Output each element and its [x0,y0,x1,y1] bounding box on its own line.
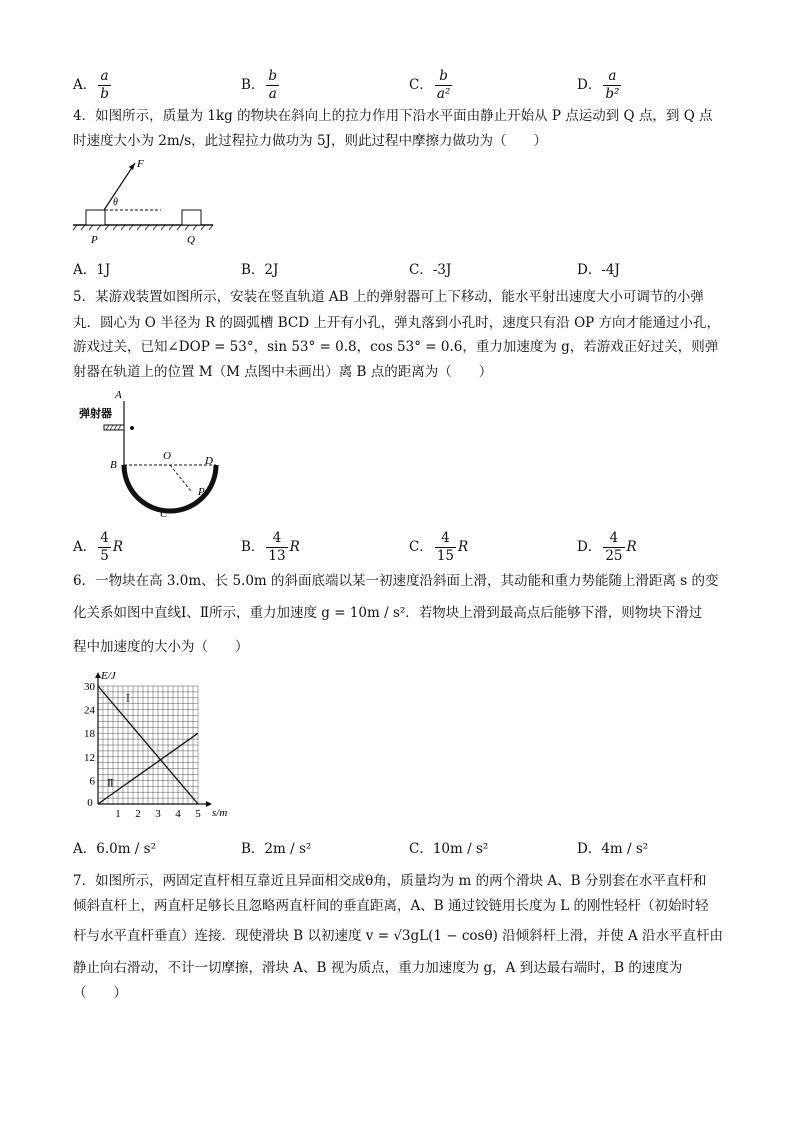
q6-stem-line3: 程中加速度的大小为（ ） [73,639,249,655]
fraction [603,530,624,565]
label-c: C [160,508,168,520]
launcher [104,425,124,430]
dashed-op [170,465,195,496]
numerator: 4 [100,530,109,546]
fraction [435,68,452,103]
q3-option-a [73,68,113,103]
numerator: 4 [266,530,287,548]
y-tick-label: 18 [84,728,95,741]
denominator: a [268,86,277,102]
q5-stem-line4: 射器在轨道上的位置 M（M 点图中未画出）离 B 点的距离为（ ） [73,364,493,380]
q3-option-c [409,68,454,103]
y-axis-label: E/J [101,670,116,682]
unit: R [626,539,637,555]
denominator: 5 [100,548,109,564]
block-at-p [86,210,105,225]
pellet [130,426,134,430]
fraction [435,530,456,565]
q5-option-b [241,530,300,565]
fraction [98,68,111,103]
force-arrow [104,163,135,210]
x-tick-label: 1 [115,808,121,820]
fraction [266,530,287,565]
q5-stem-line3: 游戏过关，已知∠DOP = 53°，sin 53° = 0.8，cos 53° = 0.6，重力加速度为 g，若游戏正好过关，则弹 [73,339,719,355]
denominator: b [100,86,109,102]
option-label: A． [73,539,97,555]
q4-stem-line2: 时速度大小为 2m/s，此过程拉力做功为 5J，则此过程中摩擦力做功为（ ） [73,133,547,149]
q5-option-c [409,530,468,565]
q4-option-c: C．-3J [409,262,452,278]
y-tick-label: 30 [84,681,95,693]
q3-option-d [577,68,623,103]
q7-stem-line1: 7．如图所示，两固定直杆相互靠近且异面相交成θ角，质量均为 m 的两个滑块 A、B 分别套在水平直杆和 [73,873,707,889]
label-launcher: 弹射器 [79,408,112,420]
unit: R [112,539,124,555]
q5-option-a [73,530,123,565]
q4-option-a: A．1J [73,262,111,278]
denominator: 13 [268,548,286,564]
x-tick-label: 5 [195,808,201,820]
q7-stem-line4: 静止向右滑动，不计一切摩擦，滑块 A、B 视为质点，重力加速度为 g，A 到达最右端时，B 的速度为 [73,960,683,976]
label-b: B [110,459,117,471]
label-d: D [205,455,213,467]
unit: R [458,539,469,555]
series-label: Ⅱ [107,778,114,790]
x-tick-label: 3 [155,808,161,820]
q5-stem-line2: 丸．圆心为 O 半径为 R 的圆弧槽 BCD 上开有小孔，弹丸落到小孔时，速度只有沿 OP 方向才能通过小孔， [73,315,721,331]
numerator: b [268,68,278,84]
q5-figure [75,385,225,520]
q7-stem-line2: 倾斜直杆上，两直杆足够长且忽略两直杆间的垂直距离，A、B 通过铰链用长度为 L 的刚性轻杆（初始时轻 [73,898,709,914]
label-theta: θ [113,197,118,208]
arrow-head [129,163,135,170]
option-label: B． [241,77,265,93]
x-tick-label: 0 [87,797,93,809]
x-tick-label: 4 [175,808,181,820]
numerator: a [603,68,621,86]
option-label: D． [577,539,602,555]
label-q: Q [187,234,195,246]
q6-stem-line1: 6．一物块在高 3.0m、长 5.0m 的斜面底端以某一初速度沿斜面上滑，其动能和重力势能随上滑距离 s 的变 [73,573,719,589]
series-label: Ⅰ [126,693,130,705]
fraction [603,68,621,103]
y-tick-label: 24 [84,704,95,717]
q4-figure [73,155,218,250]
unit: R [289,539,300,555]
small-hole [190,490,198,498]
numerator: a [98,68,111,86]
numerator: 4 [603,530,624,548]
label-f: F [137,158,144,170]
label-a: A [115,389,122,401]
numerator: b [435,68,452,86]
q7-stem-line3: 杆与水平直杆垂直）连接．现使滑块 B 以初速度 v = √3gL(1 − cosθ) 沿倾斜杆上滑，并使 A 沿水平直杆由 [73,928,723,944]
q4-option-b: B．2J [241,262,279,278]
q5-option-d [577,530,637,565]
label-p: P [91,234,98,246]
q7-stem-line5: （ ） [73,985,127,1001]
option-label: D． [577,77,602,93]
option-label: C． [409,77,433,93]
label-o: O [163,450,171,462]
denominator: 15 [436,548,455,564]
q6-option-c: C．10m / s² [409,841,489,857]
denominator: b² [605,86,620,102]
fraction [266,68,279,103]
denominator: 25 [605,548,623,564]
q6-option-b: B．2m / s² [241,841,312,857]
label-p: P [198,486,205,498]
q5-stem-line1: 5．某游戏装置如图所示，安装在竖直轨道 AB 上的弹射器可上下移动，能水平射出速度大小可调节的小弹 [73,289,704,305]
option-label: A． [73,77,97,93]
x-axis-label: s/m [212,807,228,819]
q3-option-b [241,68,281,103]
y-tick-label: 12 [84,751,95,764]
y-tick-label: 6 [89,775,95,788]
option-label: C． [409,539,433,555]
option-label: B． [241,539,265,555]
block-at-q [182,210,201,225]
ground-hatching [73,225,213,230]
fraction [98,530,111,565]
numerator: 4 [435,530,456,548]
denominator: a² [436,86,451,102]
x-tick-label: 2 [135,808,141,820]
q6-option-a: A．6.0m / s² [73,841,156,857]
energy-distance-chart [70,668,228,820]
q4-stem-line1: 4．如图所示，质量为 1kg 的物块在斜向上的拉力作用下沿水平面由静止开始从 P 点运动到 Q 点，到 Q 点 [73,108,713,124]
q6-option-d: D．4m / s² [577,841,649,857]
q6-stem-line2: 化关系如图中直线Ⅰ、Ⅱ所示，重力加速度 g = 10m / s²．若物块上滑到最高点后能够下滑，则物块下滑过 [73,605,703,621]
q4-option-d: D．-4J [577,262,620,278]
